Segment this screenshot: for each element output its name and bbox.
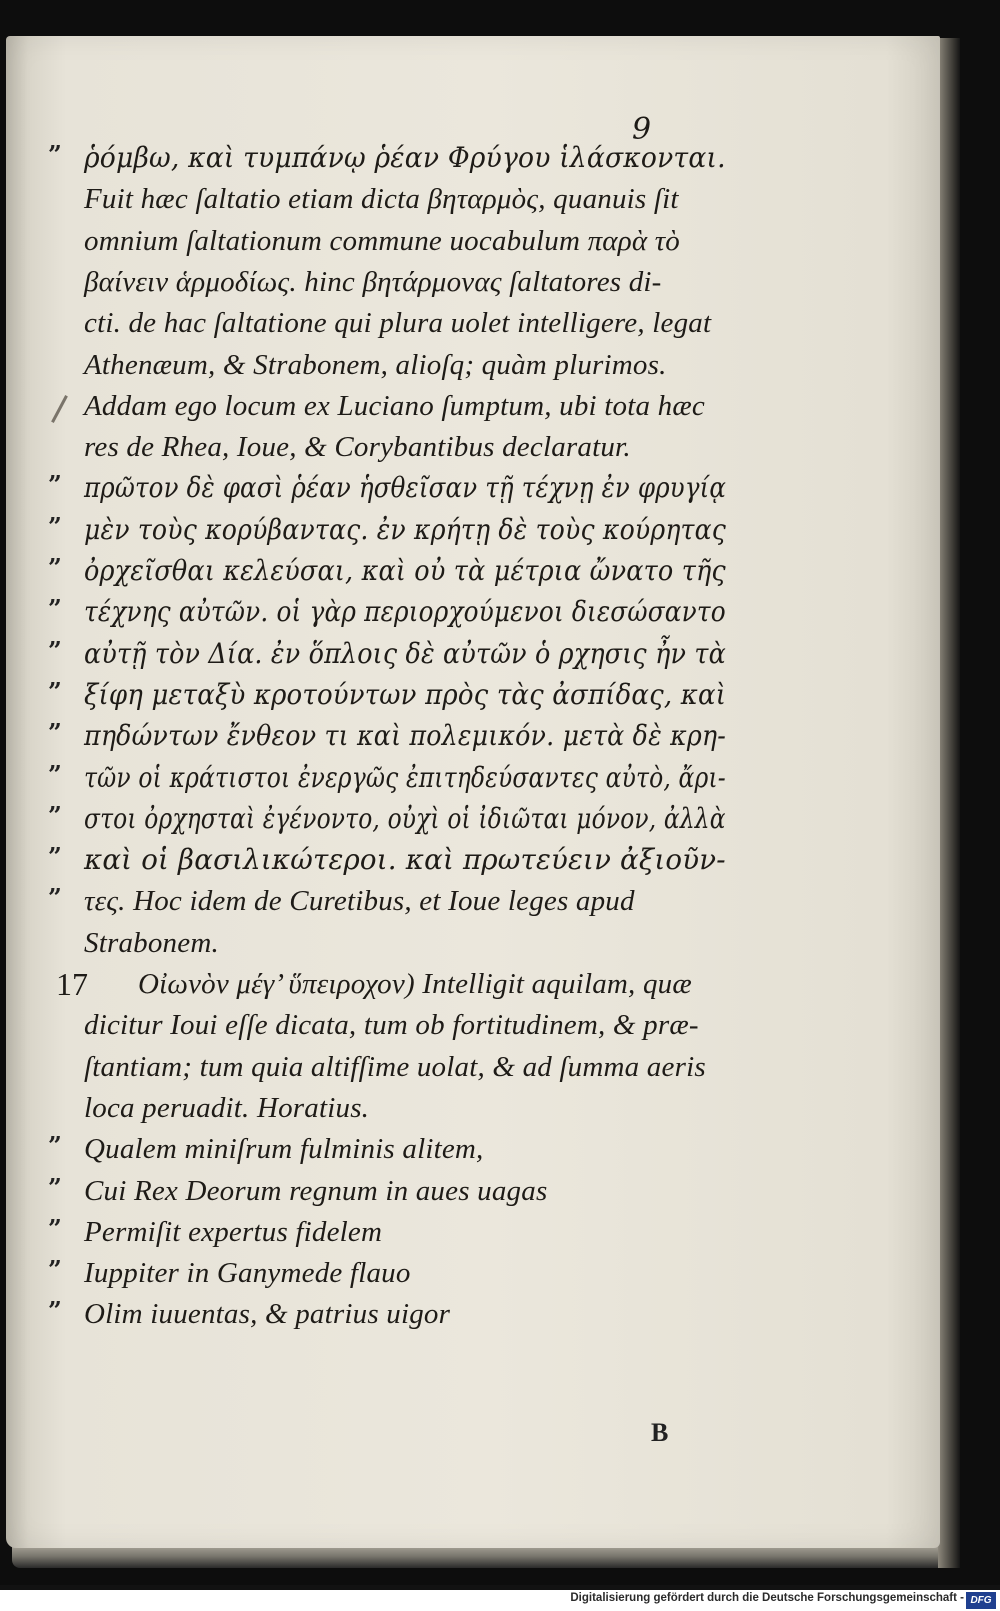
text-line	[6, 1169, 940, 1213]
text-line	[6, 590, 940, 634]
line-text: Strabonem.	[84, 926, 219, 959]
line-text: Athenæum, & Strabonem, alioſq; quàm plurimos.	[84, 348, 667, 381]
page-number: 9	[632, 112, 652, 147]
text-line	[6, 1086, 940, 1130]
text-line	[6, 1003, 940, 1047]
page-shadow	[938, 38, 960, 1568]
text-line	[6, 136, 940, 180]
line-text: Cui Rex Deorum regnum in aues uagas	[84, 1174, 548, 1207]
line-text: βαίνειν ἁρμοδίως. hinc βητάρμονας ſaltatores di-	[84, 265, 662, 298]
line-text: καὶ οἱ βασιλικώτεροι. καὶ πρωτεύειν ἀξιοῦν-	[84, 843, 726, 877]
quote-marker: ”	[48, 883, 62, 913]
text-line	[6, 301, 940, 345]
text-line	[6, 962, 940, 1006]
line-text: τες. Hoc idem de Curetibus, et Ioue leges apud	[84, 885, 635, 918]
quote-marker: ”	[48, 594, 62, 624]
line-text: ξίφη μεταξὺ κροτούντων πρὸς τὰς ἀσπίδας, καὶ	[84, 677, 727, 711]
line-text: Olim iuuentas, & patrius uigor	[84, 1298, 451, 1331]
quote-marker: ”	[48, 470, 62, 500]
quote-marker: ”	[48, 842, 62, 872]
quote-marker: ”	[48, 553, 62, 582]
text-line	[6, 343, 940, 387]
quote-marker: ”	[48, 1172, 62, 1202]
line-text: τέχνης αὐτῶν. οἱ γὰρ περιορχούμενοι διεσώσαντο	[84, 595, 726, 629]
line-text: Qualem miniſrum fulminis alitem,	[84, 1133, 484, 1166]
line-text: loca peruadit. Horatius.	[84, 1091, 370, 1124]
text-line	[6, 219, 940, 263]
text-line	[6, 508, 940, 552]
quote-marker: ”	[48, 800, 62, 830]
line-text: μὲν τοὺς κορύβαντας. ἐν κρήτῃ δὲ τοὺς κούρητας	[84, 512, 727, 546]
line-text: cti. de hac ſaltatione qui plura uolet intelligere, legat	[84, 307, 712, 340]
text-block	[6, 36, 940, 1548]
quote-marker: ”	[48, 1296, 62, 1326]
book-page	[6, 36, 940, 1548]
text-line	[6, 177, 940, 221]
text-line	[6, 466, 940, 510]
quote-marker: ”	[48, 140, 62, 169]
quote-marker: ”	[48, 718, 62, 748]
line-text: Addam ego locum ex Luciano ſumptum, ubi tota hæc	[84, 389, 705, 422]
text-line	[6, 879, 940, 923]
line-text: Οἰωνὸν μέγ’ ὕπειροχον) Intelligit aquilam, quæ	[138, 968, 692, 1000]
dfg-logo: DFG	[966, 1592, 996, 1609]
footer-bar	[0, 1590, 1000, 1611]
note-number: 17	[56, 966, 88, 1002]
line-text: πρῶτον δὲ φασὶ ῥέαν ἡσθεῖσαν τῇ τέχνῃ ἐν φρυγίᾳ	[84, 471, 727, 505]
line-text: res de Rhea, Ioue, & Corybantibus declaratur.	[84, 431, 631, 464]
text-line	[6, 714, 940, 758]
text-line	[6, 1210, 940, 1254]
line-text: Permiſit expertus fidelem	[84, 1215, 383, 1248]
line-text: τῶν οἱ κράτιστοι ἐνεργῶς ἐπιτηδεύσαντες αὐτὸ, ἄρι-	[84, 760, 726, 794]
line-text: omnium ſaltationum commune uocabulum παρὰ τὸ	[84, 224, 680, 257]
text-line	[6, 260, 940, 304]
text-line	[6, 1251, 940, 1295]
quote-marker: ”	[48, 1213, 62, 1243]
text-line	[6, 921, 940, 965]
line-text: ῥόμβω, καὶ τυμπάνῳ ῥέαν Φρύγου ἱλάσκονται.	[84, 141, 726, 174]
text-line	[6, 838, 940, 882]
quote-marker: ”	[48, 511, 62, 541]
line-text: πηδώντων ἔνθεον τι καὶ πολεμικόν. μετὰ δὲ κρη-	[84, 719, 726, 753]
line-text: στοι ὀρχησταὶ ἐγένοντο, οὐχὶ οἱ ἰδιῶται μόνον, ἀλλὰ	[84, 801, 726, 835]
text-line	[6, 1127, 940, 1171]
line-text: dicitur Ioui eſſe dicata, tum ob fortitudinem, & præ-	[84, 1009, 699, 1042]
text-line	[6, 632, 940, 676]
text-line	[6, 549, 940, 593]
signature-mark: B	[651, 1418, 669, 1447]
text-line	[6, 1045, 940, 1089]
quote-marker: ”	[48, 1131, 62, 1161]
text-line	[6, 756, 940, 800]
text-line	[6, 797, 940, 841]
quote-marker: ”	[48, 676, 62, 706]
text-line	[6, 673, 940, 717]
quote-marker: ”	[48, 759, 62, 789]
footer-credit: Digitalisierung gefördert durch die Deutsche Forschungsgemeinschaft -	[570, 1592, 964, 1604]
line-text: αὐτῇ τὸν Δία. ἐν ὅπλοις δὲ αὐτῶν ὁ ρχησις ἦν τὰ	[84, 636, 726, 670]
quote-marker: ”	[48, 1255, 62, 1285]
line-text: ὀρχεῖσθαι κελεύσαι, καὶ οὐ τὰ μέτρια ὤνατο τῆς	[84, 554, 726, 587]
line-text: Iuppiter in Ganymede flauo	[84, 1257, 411, 1290]
text-line	[6, 425, 940, 469]
line-text: Fuit hæc ſaltatio etiam dicta βηταρμὸς, quanuis ſit	[84, 183, 679, 216]
text-line	[6, 1292, 940, 1336]
line-text: ſtantiam; tum quia altifſime uolat, & ad ſumma aeris	[84, 1050, 706, 1083]
quote-marker: ”	[48, 635, 62, 665]
text-line	[6, 384, 940, 428]
